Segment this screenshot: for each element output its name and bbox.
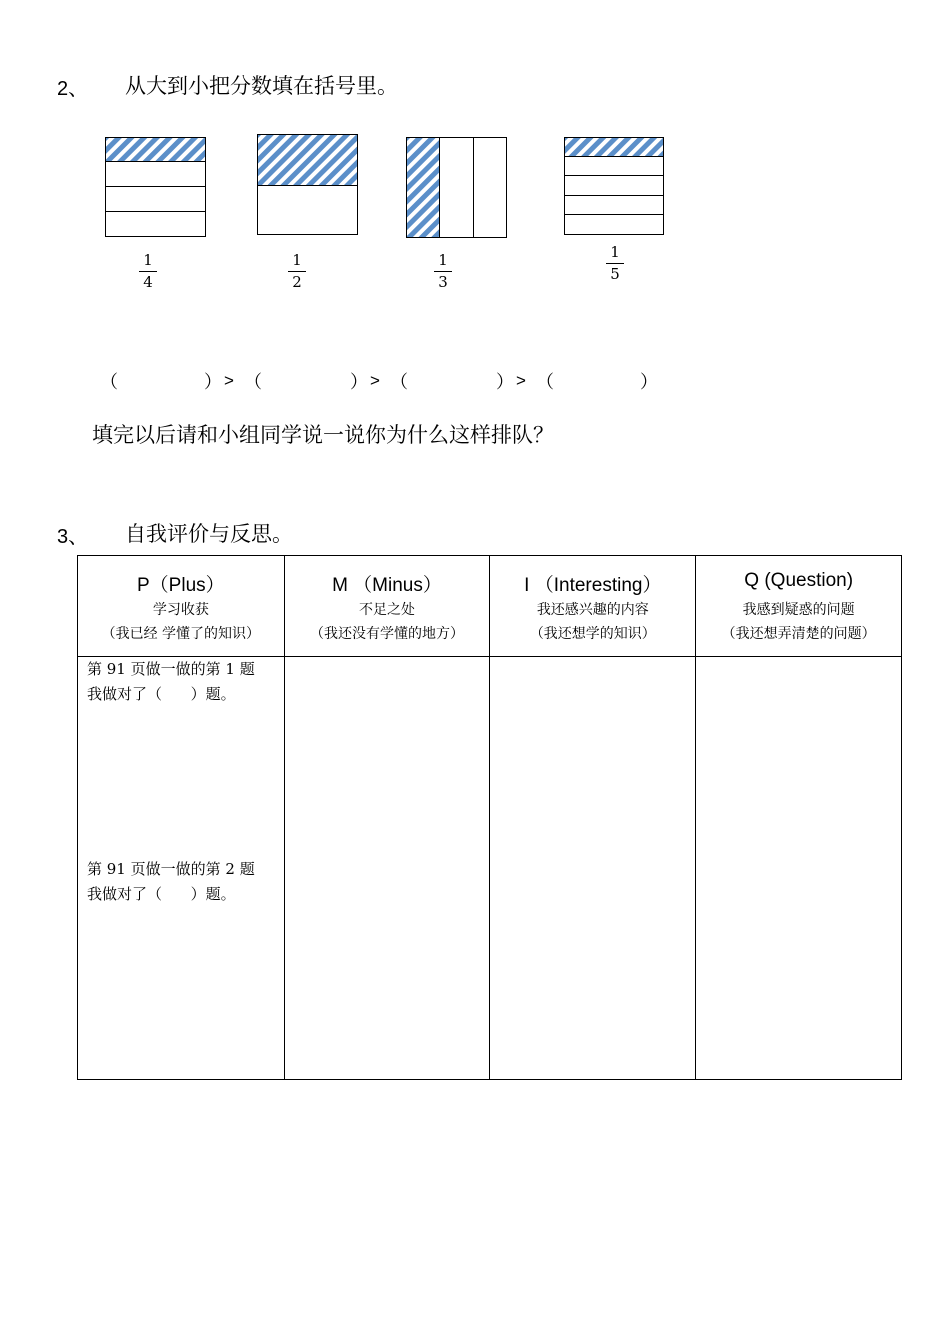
blank-4-open[interactable]: （ — [536, 372, 554, 393]
column-subtitle: 我还感兴趣的内容 — [536, 602, 649, 618]
unshaded-part — [565, 176, 664, 196]
blank-1-close: ） — [204, 372, 222, 393]
denominator: 3 — [438, 273, 448, 291]
self-evaluation-table — [77, 555, 902, 1080]
ordering-blanks — [100, 368, 680, 394]
blank-2-open[interactable]: （ — [244, 372, 262, 393]
column-title: Q (Question) — [744, 570, 854, 591]
fraction-label-2 — [282, 252, 312, 291]
header-minus — [284, 556, 490, 657]
unshaded-part — [565, 157, 664, 176]
question-3-number: 3、 — [57, 526, 89, 548]
question-2-number: 2、 — [57, 78, 89, 100]
question-2-text: 从大到小把分数填在括号里。 — [125, 74, 398, 98]
denominator: 5 — [610, 265, 620, 283]
unshaded-part — [565, 196, 664, 215]
discussion-prompt: 填完以后请和小组同学说一说你为什么这样排队？ — [92, 423, 554, 447]
fraction-label-4 — [600, 244, 630, 283]
unshaded-part — [440, 138, 474, 238]
column-subtitle: 不足之处 — [358, 602, 415, 618]
column-note: （我还想学的知识） — [529, 626, 656, 642]
header-interesting — [490, 556, 696, 657]
header-plus — [78, 556, 285, 657]
blank-3-open[interactable]: （ — [390, 372, 408, 393]
blank-1-open[interactable]: （ — [100, 372, 118, 393]
figure-one-third — [405, 136, 509, 240]
figure-one-fifth — [563, 136, 666, 238]
entry-line: 第 91 页做一做的第 2 题 — [87, 860, 255, 878]
shaded-part — [407, 138, 440, 238]
numerator: 1 — [143, 251, 153, 269]
shaded-part — [565, 138, 664, 157]
greater-than-1: > — [224, 371, 234, 390]
greater-than-2: > — [370, 371, 380, 390]
column-subtitle: 学习收获 — [152, 602, 209, 618]
interesting-answer-cell[interactable] — [490, 657, 696, 1080]
entry-line: 第 91 页做一做的第 1 题 — [87, 660, 255, 678]
unshaded-part — [565, 215, 664, 235]
question-3-text: 自我评价与反思。 — [125, 522, 293, 546]
entry-line: 我做对了（ ）题。 — [87, 885, 236, 903]
column-subtitle: 我感到疑惑的问题 — [742, 602, 855, 618]
numerator: 1 — [610, 243, 620, 261]
plus-entry-1 — [78, 657, 284, 707]
figure-one-quarter — [104, 136, 208, 239]
minus-answer-cell[interactable] — [284, 657, 490, 1080]
column-note: （我已经 学懂了的知识） — [101, 626, 261, 642]
fraction-label-3 — [428, 252, 458, 291]
blank-2-close: ） — [350, 372, 368, 393]
column-note: （我还没有学懂的地方） — [309, 626, 464, 642]
blank-3-close: ） — [496, 372, 514, 393]
shaded-part — [106, 138, 206, 162]
unshaded-part — [258, 186, 358, 235]
column-title: M （Minus） — [332, 575, 442, 596]
greater-than-3: > — [516, 371, 526, 390]
numerator: 1 — [292, 251, 302, 269]
column-title: P（Plus） — [137, 575, 225, 596]
header-question — [696, 556, 902, 657]
blank-4-close: ） — [640, 372, 658, 393]
question-answer-cell[interactable] — [696, 657, 902, 1080]
unshaded-part — [474, 138, 507, 238]
fraction-label-1 — [133, 252, 163, 291]
shaded-part — [258, 135, 358, 186]
entry-line: 我做对了（ ）题。 — [87, 685, 236, 703]
unshaded-part — [106, 162, 206, 187]
figure-one-half — [256, 133, 360, 237]
plus-entry-2 — [78, 857, 284, 907]
plus-answer-cell[interactable] — [78, 657, 285, 1080]
numerator: 1 — [438, 251, 448, 269]
denominator: 2 — [292, 273, 302, 291]
column-note: （我还想弄清楚的问题） — [721, 626, 876, 642]
unshaded-part — [106, 212, 206, 237]
denominator: 4 — [143, 273, 153, 291]
column-title: I （Interesting） — [524, 575, 662, 596]
unshaded-part — [106, 187, 206, 212]
